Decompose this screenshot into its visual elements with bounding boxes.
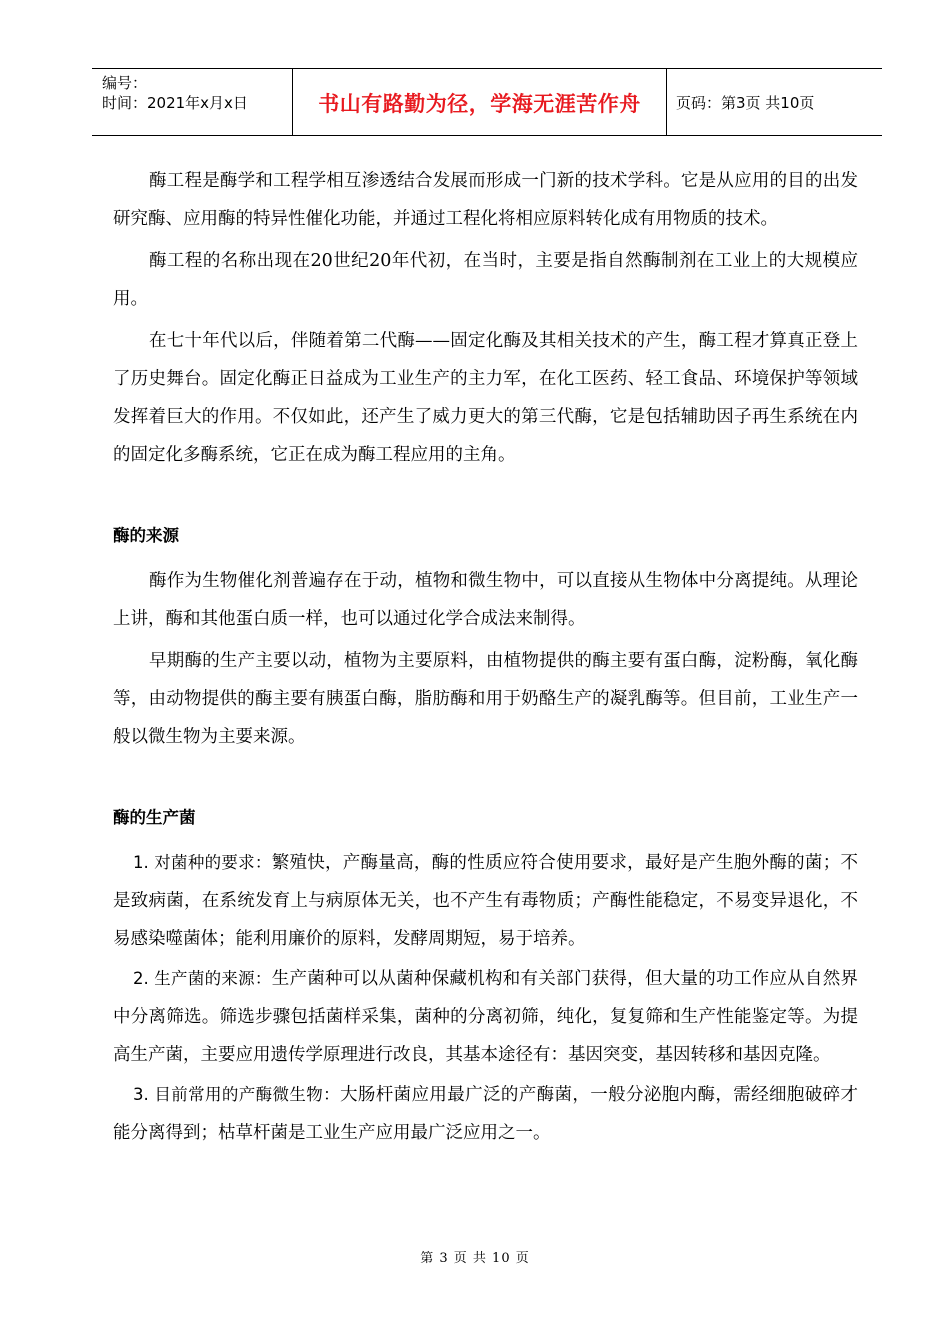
header-divider-right	[666, 69, 667, 136]
list-item-label: 2. 生产菌的来源：	[133, 969, 272, 988]
list-item	[113, 960, 858, 1074]
list-item-label: 1. 对菌种的要求：	[133, 853, 272, 872]
list-item-text: 生产菌种可以从菌种保藏机构和有关部门获得，但大量的功工作应从自然界中分离筛选。筛选步骤包括菌样采集，菌种的分离初筛，纯化，复复筛和生产性能鉴定等。为提高生产菌，主要应用遗传学原理进行改良，其基本途径有：基因突变，基因转移和基因克隆。	[113, 969, 858, 1065]
header-page-info: 页码：第3页 共10页	[676, 94, 815, 112]
time-label: 时间：2021年x月x日	[102, 94, 248, 112]
list-item-text: 繁殖快，产酶量高，酶的性质应符合使用要求，最好是产生胞外酶的菌；不是致病菌，在系统发育上与病原体无关，也不产生有毒物质；产酶性能稳定，不易变异退化，不易感染噬菌体；能利用廉价的原料，发酵周期短，易于培养。	[113, 853, 858, 949]
intro-paragraph-3: 在七十年代以后，伴随着第二代酶——固定化酶及其相关技术的产生，酶工程才算真正登上了历史舞台。固定化酶正日益成为工业生产的主力军，在化工医药、轻工食品、环境保护等领域发挥着巨大的作用。不仅如此，还产生了威力更大的第三代酶，它是包括辅助因子再生系统在内的固定化多酶系统，它正在成为酶工程应用的主角。	[113, 331, 858, 465]
page-footer: 第 3 页 共 10 页	[420, 1251, 530, 1266]
list-item-label: 3. 目前常用的产酶微生物：	[133, 1085, 340, 1104]
intro-paragraph-1: 酶工程是酶学和工程学相互渗透结合发展而形成一门新的技术学科。它是从应用的目的出发研究酶、应用酶的特异性催化功能，并通过工程化将相应原料转化成有用物质的技术。	[113, 171, 858, 229]
section-title-enzyme-source: 酶的来源	[113, 526, 179, 545]
section-title-production-strains: 酶的生产菌	[113, 808, 196, 827]
intro-paragraph-2: 酶工程的名称出现在20世纪20年代初，在当时，主要是指自然酶制剂在工业上的大规模应用。	[113, 251, 858, 309]
header-motto: 书山有路勤为径，学海无涯苦作舟	[318, 91, 641, 116]
header-meta	[102, 73, 248, 113]
page-header	[92, 68, 882, 136]
list-item	[113, 844, 858, 958]
serial-label: 编号：	[102, 74, 148, 92]
list-item-text: 大肠杆菌应用最广泛的产酶菌，一般分泌胞内酶，需经细胞破碎才能分离得到；枯草杆菌是工业生产应用最广泛应用之一。	[113, 1085, 858, 1143]
source-paragraph-2: 早期酶的生产主要以动，植物为主要原料，由植物提供的酶主要有蛋白酶，淀粉酶，氧化酶等，由动物提供的酶主要有胰蛋白酶，脂肪酶和用于奶酪生产的凝乳酶等。但目前，工业生产一般以微生物为主要来源。	[113, 651, 858, 747]
list-item	[113, 1076, 858, 1152]
source-paragraph-1: 酶作为生物催化剂普遍存在于动，植物和微生物中，可以直接从生物体中分离提纯。从理论上讲，酶和其他蛋白质一样，也可以通过化学合成法来制得。	[113, 571, 858, 629]
document-body	[113, 162, 858, 1154]
